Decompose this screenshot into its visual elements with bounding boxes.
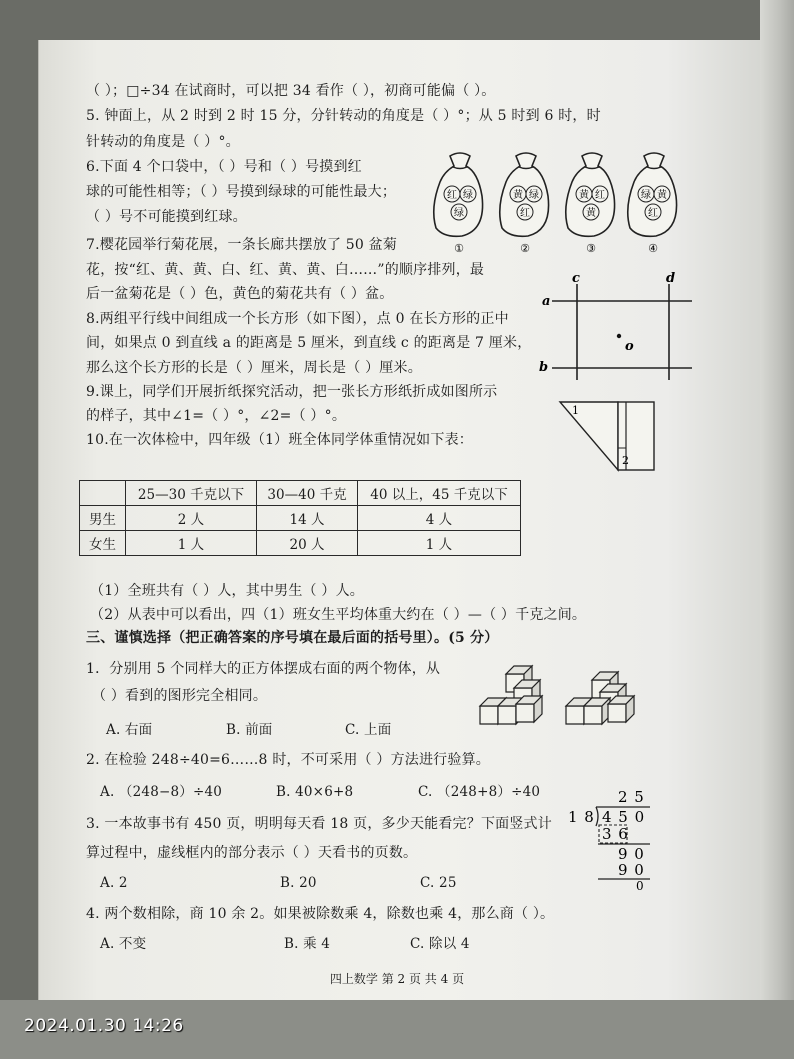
bag-2-number: ② — [520, 242, 530, 255]
page-footer: 四上数学 第 2 页 共 4 页 — [329, 972, 465, 986]
table-cell: 女生 — [80, 531, 126, 556]
q5-line1: 5. 钟面上，从 2 时到 2 时 15 分，分针转动的角度是（ ）°；从 5 时到 6 时，时 — [86, 108, 601, 124]
bags-figure — [428, 148, 688, 260]
bag-3 — [566, 153, 615, 255]
bag-1-number: ① — [454, 242, 464, 255]
division-remainder: 0 — [636, 879, 644, 890]
table-cell: 1 人 — [358, 531, 521, 556]
bag-3-number: ③ — [586, 242, 596, 255]
section-3-title: 三、谨慎选择（把正确答案的序号填在最后面的括号里）。(5 分） — [86, 630, 499, 646]
bag-1-ball-3: 绿 — [454, 208, 464, 219]
division-quotient: 2 5 — [618, 788, 645, 806]
bag-2 — [500, 153, 549, 255]
table-cell: 4 人 — [358, 506, 521, 531]
table-row — [80, 506, 521, 531]
folded-paper-figure — [556, 398, 660, 474]
object-2 — [566, 672, 634, 724]
label-b: b — [539, 360, 549, 375]
angle-2-label: 2 — [622, 454, 629, 467]
label-d: d — [666, 271, 676, 286]
table-cell: 1 人 — [126, 531, 257, 556]
q9-line1: 9.课上，同学们开展折纸探究活动，把一张长方形纸折成如图所示 — [86, 384, 498, 400]
q5-line2: 针转动的角度是（ ）°。 — [86, 134, 240, 150]
q6-line2: 球的可能性相等；（ ）号摸到绿球的可能性最大； — [86, 184, 397, 200]
label-o: o — [625, 339, 634, 354]
q6-line1: 6.下面 4 个口袋中，（ ）号和（ ）号摸到红 — [86, 159, 362, 175]
division-dividend: 4 5 0 — [602, 808, 646, 826]
point-o — [617, 334, 621, 338]
division-step3: 9 0 — [618, 861, 645, 879]
c3-line1: 3. 一本故事书有 450 页，明明每天看 18 页，多少天能看完？下面竖式计 — [86, 816, 552, 832]
object-1 — [480, 666, 542, 724]
cube-figures — [476, 662, 640, 728]
table-header: 30—40 千克 — [257, 481, 358, 506]
bag-1-ball-2: 绿 — [463, 190, 473, 201]
c2-option-a: A. （248−8）÷40 — [100, 784, 223, 800]
q6-line3: （ ）号不可能摸到红球。 — [86, 209, 247, 225]
division-step2: 9 0 — [618, 845, 645, 863]
bag-4-ball-1: 绿 — [641, 190, 651, 201]
bag-2-ball-1: 黄 — [513, 190, 523, 201]
c1-line2: （ ）看到的图形完全相同。 — [92, 688, 268, 704]
long-division — [566, 786, 662, 890]
label-a: a — [542, 294, 551, 309]
table-row — [80, 531, 521, 556]
bag-3-ball-2: 红 — [595, 190, 605, 201]
c1-line1: 1．分别用 5 个同样大的正方体摆成右面的两个物体，从 — [86, 661, 441, 677]
bag-2-ball-3: 红 — [520, 208, 530, 219]
bag-1-ball-1: 红 — [447, 190, 457, 201]
q8-line3: 那么这个长方形的长是（ ）厘米，周长是（ ）厘米。 — [86, 360, 422, 376]
c4-option-a: A. 不变 — [100, 936, 147, 952]
q10-sub2: （2）从表中可以看出，四（1）班女生平均体重大约在（ ）—（ ）千克之间。 — [90, 607, 587, 623]
c1-option-b: B. 前面 — [226, 722, 273, 738]
division-divisor: 1 8 — [568, 808, 595, 826]
c4-line1: 4. 两个数相除，商 10 余 2。如果被除数乘 4，除数也乘 4，那么商（ ）。 — [86, 906, 555, 922]
table-cell: 14 人 — [257, 506, 358, 531]
c2-option-c: C. （248+8）÷40 — [418, 784, 541, 800]
label-c: c — [572, 271, 580, 286]
q9-line2: 的样子，其中∠1=（ ）°，∠2=（ ）°。 — [86, 408, 347, 424]
c3-line2: 算过程中，虚线框内的部分表示（ ）天看书的页数。 — [86, 845, 418, 861]
paper-edge-shadow — [760, 0, 794, 1059]
parallel-lines-figure — [536, 270, 696, 382]
q7-line3: 后一盆菊花是（ ）色，黄色的菊花共有（ ）盆。 — [86, 286, 394, 302]
q7-line1: 7.樱花园举行菊花展，一条长廊共摆放了 50 盆菊 — [86, 237, 398, 253]
bag-4-number: ④ — [648, 242, 658, 255]
photo-timestamp: 2024.01.30 14:26 — [24, 1016, 184, 1036]
table-corner — [80, 481, 126, 506]
table-cell: 20 人 — [257, 531, 358, 556]
table-header: 40 以上，45 千克以下 — [358, 481, 521, 506]
bag-2-ball-2: 绿 — [529, 190, 539, 201]
c4-option-b: B. 乘 4 — [284, 936, 331, 952]
bag-4 — [628, 153, 677, 255]
bag-3-ball-3: 黄 — [586, 208, 596, 219]
table-header: 25—30 千克以下 — [126, 481, 257, 506]
weight-table — [79, 480, 521, 556]
q7-line2: 花，按“红、黄、黄、白、红、黄、黄、白……”的顺序排列，最 — [86, 262, 485, 278]
bag-4-ball-2: 黄 — [657, 190, 667, 201]
q10-line1: 10.在一次体检中，四年级（1）班全体同学体重情况如下表： — [86, 432, 473, 448]
c2-line1: 2. 在检验 248÷40=6……8 时，不可采用（ ）方法进行验算。 — [86, 752, 490, 768]
table-cell: 男生 — [80, 506, 126, 531]
c4-option-c: C. 除以 4 — [410, 936, 470, 952]
c1-option-a: A. 右面 — [106, 722, 153, 738]
c2-option-b: B. 40×6+8 — [276, 784, 354, 800]
c3-option-b: B. 20 — [280, 875, 317, 891]
bag-4-ball-3: 红 — [648, 208, 658, 219]
q8-line2: 间，如果点 0 到直线 a 的距离是 5 厘米，到直线 c 的距离是 7 厘米， — [86, 335, 532, 351]
bag-1 — [434, 153, 483, 255]
header-line: （ ）；□÷34 在试商时，可以把 34 看作（ ），初商可能偏（ ）。 — [86, 83, 496, 99]
table-cell: 2 人 — [126, 506, 257, 531]
c3-option-a: A. 2 — [100, 875, 128, 891]
bag-3-ball-1: 黄 — [579, 190, 589, 201]
table-header-row — [80, 481, 521, 506]
q8-line1: 8.两组平行线中间组成一个长方形（如下图），点 0 在长方形的正中 — [86, 311, 509, 327]
c1-option-c: C. 上面 — [345, 722, 392, 738]
q10-sub1: （1）全班共有（ ）人，其中男生（ ）人。 — [90, 583, 365, 599]
angle-1-label: 1 — [572, 404, 579, 417]
division-step1: 3 6 — [602, 825, 629, 843]
c3-option-c: C. 25 — [420, 875, 457, 891]
